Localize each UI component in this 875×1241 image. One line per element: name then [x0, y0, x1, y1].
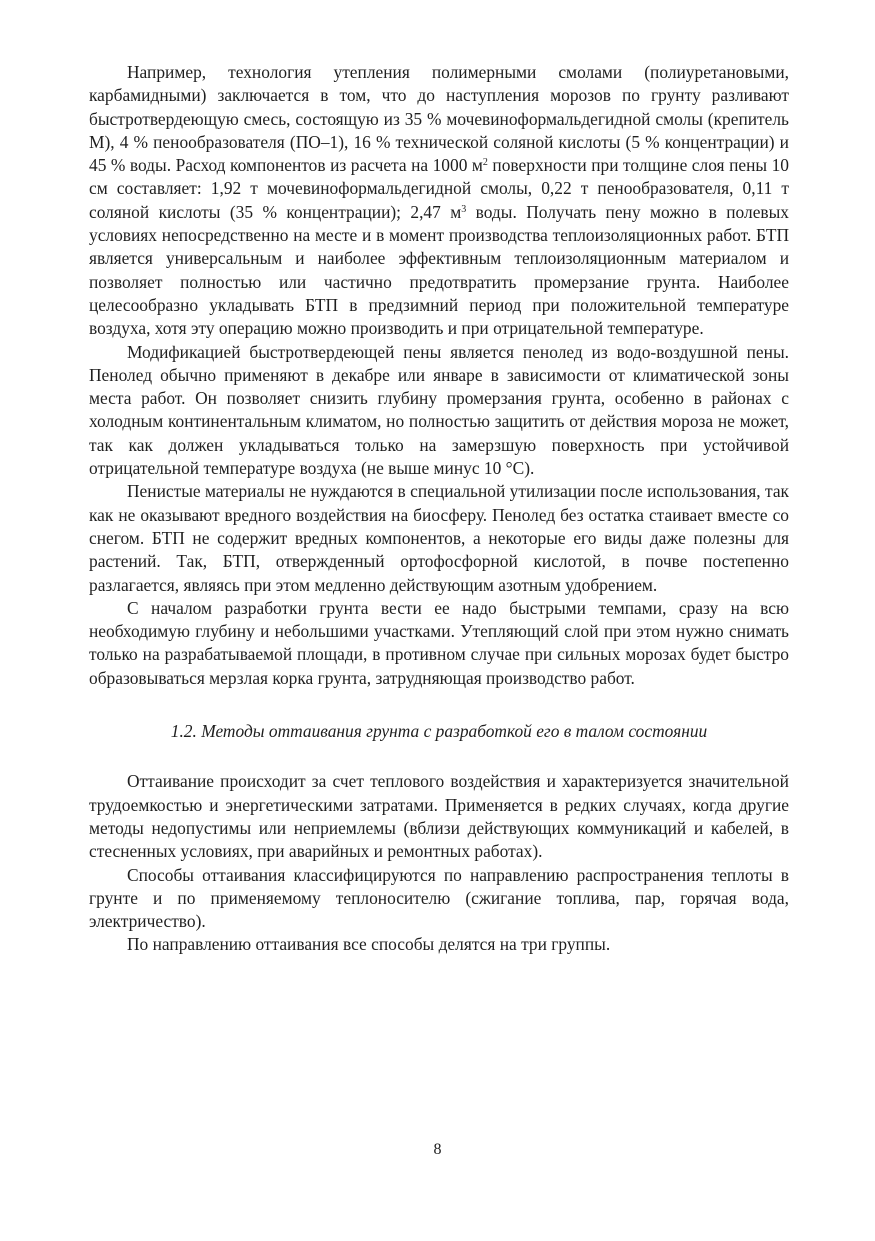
paragraph-excavation-start: С началом разработки грунта вести ее надо быстрыми темпами, сразу на всю необходимую глубину и небольшими участками. Утепляющий слой при этом нужно снимать только на разрабатываемой площади, в противном случае при сильных морозах будет быстро образовываться мерзлая корка грунта, затрудняющая производство работ. — [89, 597, 789, 688]
paragraph-foam-ice: Модификацией быстротвердеющей пены является пенолед из водо-воздушной пены. Пенолед обычно применяют в декабре или январе в зависимости от климатической зоны места работ. Он позволяет снизить глубину промерзания грунта, особенно в районах с холодным континентальным климатом, но полностью защитить от действия мороза не может, так как должен укладываться только на замерзшую поверхность при устойчивой отрицательной температуре воздуха (не выше минус 10 °С). — [89, 341, 789, 479]
page-number: 8 — [433, 1141, 442, 1158]
paragraph-text: поверхности при толщине слоя пены 10 см составляет: 1,92 т мочевиноформальдегидной смолы, 0,22 т пенообразователя, 0,11 т соляной кислоты (35 % концентрации); 2,47 м — [89, 155, 789, 222]
paragraph-foam-disposal: Пенистые материалы не нуждаются в специальной утилизации после использования, так как не оказывают вредного воздействия на биосферу. Пенолед без остатка стаивает вместе со снегом. БТП не содержит вредных компонентов, а некоторые его виды даже полезны для растений. Так, БТП, отвержденный ортофосфорной кислотой, в почве постепенно разлагается, являясь при этом медленно действующим азотным удобрением. — [89, 481, 789, 595]
paragraph-text: Например, технология утепления полимерными смолами (полиуретановыми, карбамидными) заключается в том, что до наступления морозов по грунту разливают быстротвердеющую смесь, состоящую из 35 % мочевиноформальдегидной смолы (крепитель М), 4 % пенообразователя (ПО–1), 16 % технической соляной кислоты (5 % концентрации) и 45 % воды. Расход компонентов из расчета на 1000 м — [89, 62, 789, 176]
document-page — [89, 61, 789, 957]
paragraph-text: воды. Получать пену можно в полевых условиях непосредственно на месте и в момент производства теплоизоляционных работ. БТП является универсальным и наиболее эффективным теплоизоляционным материалом и позволяет полностью или частично предотвратить промерзание грунта. Hаиболее целесообразно укладывать БТП в предзимний период при положительной температуре воздуха, хотя эту операцию можно производить и при отрицательной температуре. — [89, 201, 790, 339]
paragraph-thawing-classification: Способы оттаивания классифицируются по направлению распространения теплоты в грунте и по применяемому теплоносителю (сжигание топлива, пар, горячая вода, электричество). — [89, 864, 789, 932]
paragraph-insulation-polymer-resins — [89, 61, 789, 341]
paragraph-thawing-description: Оттаивание происходит за счет теплового воздействия и характеризуется значительной трудоемкостью и энергетическими затратами. Применяется в редких случаях, когда другие методы недопустимы или неприемлемы (вблизи действующих коммуникаций и кабелей, в стесненных условиях, при аварийных и ремонтных работах). — [89, 771, 789, 862]
paragraph-thawing-groups: По направлению оттаивания все способы делятся на три группы. — [127, 934, 611, 955]
section-heading: 1.2. Методы оттаивания грунта с разработкой его в талом состоянии — [170, 721, 708, 742]
superscript-square: 2 — [482, 157, 488, 169]
superscript-cubic: 3 — [461, 203, 467, 215]
